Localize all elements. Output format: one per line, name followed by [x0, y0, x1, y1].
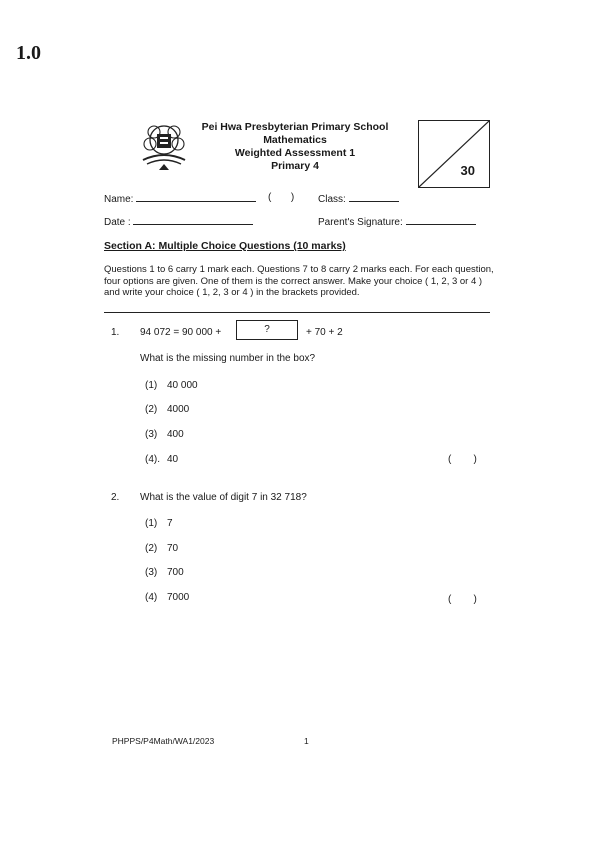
subject-name: Mathematics [263, 134, 327, 146]
section-title: Section A: Multiple Choice Questions (10 marks) [104, 240, 346, 252]
class-label: Class: [318, 194, 346, 205]
document-header [200, 121, 390, 173]
score-box [418, 120, 490, 188]
name-field[interactable] [104, 192, 256, 205]
question-1-equation-right: + 70 + 2 [306, 327, 343, 338]
divider [104, 312, 490, 313]
assessment-name: Weighted Assessment 1 [234, 147, 356, 159]
question-1-equation-left: 94 072 = 90 000 + [140, 327, 222, 338]
question-1-option-2[interactable]: (2) 4000 [145, 404, 190, 415]
question-1-option-1[interactable]: (1) 40 000 [145, 380, 198, 391]
score-diagonal [419, 121, 489, 187]
question-2-option-1[interactable]: (1) 7 [145, 518, 173, 529]
bracket-close: ) [290, 192, 295, 203]
footer-page-number: 1 [304, 736, 309, 746]
name-line [136, 192, 256, 202]
question-1-answer-bracket[interactable]: ( ) [448, 454, 477, 465]
name-label: Name: [104, 194, 134, 205]
school-logo-icon [137, 120, 191, 176]
signature-line [406, 215, 476, 225]
class-field[interactable] [318, 192, 399, 205]
date-field[interactable] [104, 215, 253, 228]
bracket-open: ( [268, 192, 272, 203]
register-number-field[interactable] [268, 192, 294, 203]
school-name: Pei Hwa Presbyterian Primary School [201, 121, 389, 133]
question-2-option-2[interactable]: (2) 70 [145, 543, 179, 554]
class-line [349, 192, 399, 202]
corner-label: 1.0 [16, 42, 41, 64]
signature-field[interactable] [318, 215, 476, 228]
question-1-option-3[interactable]: (3) 400 [145, 429, 184, 440]
signature-label: Parent's Signature: [318, 217, 403, 228]
question-2-number: 2. [111, 492, 120, 503]
question-2-text: What is the value of digit 7 in 32 718? [140, 492, 307, 503]
question-2-answer-bracket[interactable]: ( ) [448, 594, 477, 605]
question-1-text: What is the missing number in the box? [140, 353, 316, 364]
question-1-number: 1. [111, 327, 120, 338]
date-label: Date : [104, 217, 131, 228]
question-2-option-4[interactable]: (4) 7000 [145, 592, 190, 603]
footer-code: PHPPS/P4Math/WA1/2023 [112, 736, 215, 746]
section-instructions: Questions 1 to 6 carry 1 mark each. Questions 7 to 8 carry 2 marks each. For each question, four options are given. One of them is the correct answer. Make your choice ( 1, 2, 3 or 4 ) and write your choice ( 1, 2, 3 or 4 ) in the brackets provided. [104, 264, 494, 298]
question-2-option-3[interactable]: (3) 700 [145, 567, 184, 578]
score-total: 30 [460, 163, 475, 178]
level-name: Primary 4 [271, 160, 319, 172]
question-1-missing-box: ? [236, 320, 298, 340]
question-1-option-4[interactable]: (4). 40 [145, 454, 179, 465]
date-line [133, 215, 253, 225]
